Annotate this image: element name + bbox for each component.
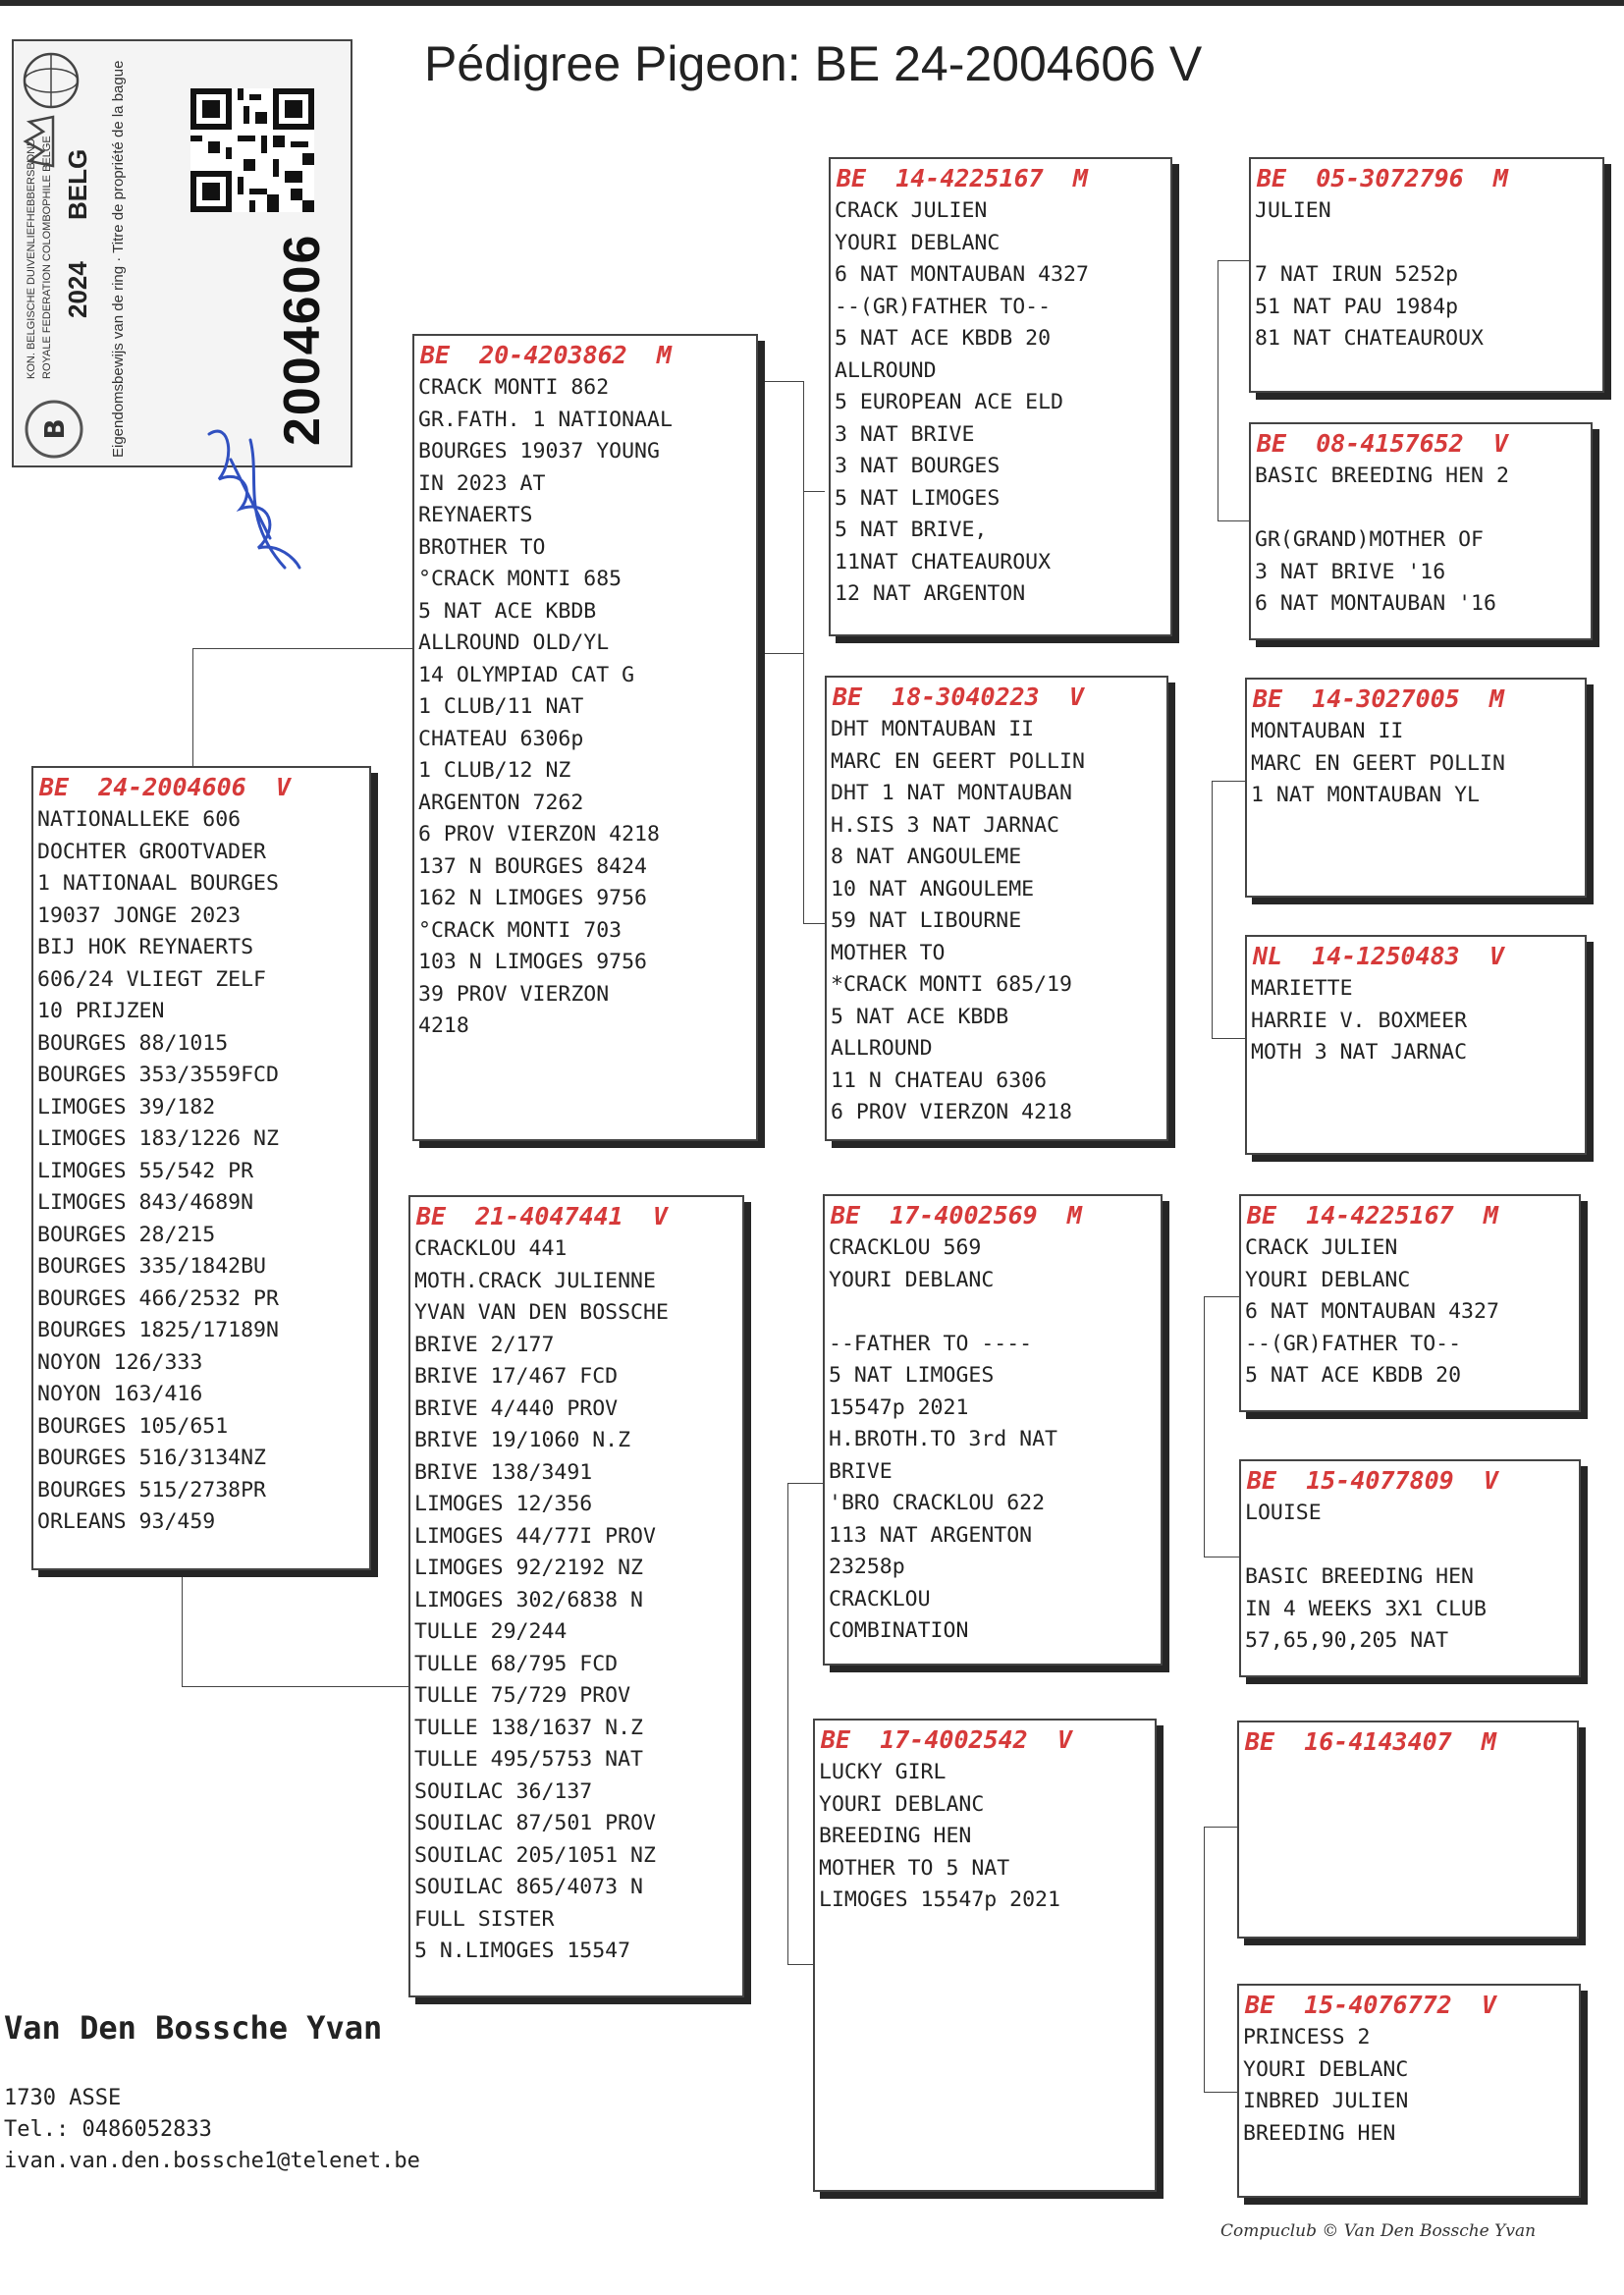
bird-info-line: 5 NAT BRIVE, (835, 518, 988, 542)
bird-info-line: 5 N.LIMOGES 15547 (414, 1939, 631, 1963)
ring-number-header: BE 20-4203862 M (420, 341, 672, 369)
bird-info-line: HARRIE V. BOXMEER (1251, 1008, 1468, 1033)
bird-info-line: 4218 (418, 1013, 469, 1038)
owner-phone: Tel.: 0486052833 (4, 2117, 212, 2142)
bird-card-mmm (1237, 1984, 1581, 2198)
bird-info-line: BOURGES 88/1015 (37, 1030, 229, 1056)
bird-info-line: 113 NAT ARGENTON (829, 1522, 1033, 1548)
bird-info-line: °CRACK MONTI 685 (418, 567, 623, 591)
bird-info-line: 10 PRIJZEN (37, 999, 165, 1023)
bird-info-line: MARC EN GEERT POLLIN (831, 748, 1085, 774)
connector-line (757, 381, 804, 654)
ring-number-header: NL 14-1250483 V (1253, 942, 1504, 970)
connector-line (1204, 2092, 1237, 2093)
bird-info-line: FULL SISTER (414, 1906, 555, 1932)
bird-info-line: SOUILAC 36/137 (414, 1778, 593, 1804)
bird-info-line: LIMOGES 843/4689N (37, 1190, 254, 1215)
bird-info-line: SOUILAC 865/4073 N (414, 1875, 643, 1899)
bird-info-line: MARIETTE (1251, 976, 1353, 1001)
federation-name-nl: KON. BELGISCHE DUIVENLIEFHEBBERSBOND (26, 137, 37, 379)
bird-info-line: NATIONALLEKE 606 (37, 807, 242, 832)
bird-info-line: BRIVE 138/3491 (414, 1459, 593, 1485)
bird-info-line: ALLROUND OLD/YL (418, 630, 610, 655)
connector-line (1212, 781, 1245, 782)
bird-info-line: 3 NAT BRIVE (835, 421, 975, 447)
bird-info-line: YOURI DEBLANC (829, 1267, 995, 1292)
bird-info-line: YOURI DEBLANC (1245, 1267, 1411, 1292)
owner-address: 1730 ASSE (4, 2086, 122, 2110)
owner-email: ivan.van.den.bossche1@telenet.be (4, 2149, 420, 2173)
bird-info-line: 6 NAT MONTAUBAN '16 (1255, 591, 1496, 616)
bird-info-line: BOURGES 19037 YOUNG (418, 439, 660, 464)
bird-info-line: YVAN VAN DEN BOSSCHE (414, 1300, 669, 1325)
connector-line (1212, 1038, 1245, 1039)
ring-number-header: BE 17-4002569 M (831, 1201, 1082, 1229)
connector-line (1204, 1296, 1205, 1557)
bird-card-ffm (1249, 422, 1593, 640)
bird-info-line: LIMOGES 302/6838 N (414, 1587, 643, 1612)
bird-card-fmf (1245, 678, 1587, 898)
bird-info-line: *CRACK MONTI 685/19 (831, 972, 1072, 997)
ring-number-header: BE 05-3072796 M (1257, 164, 1508, 192)
bird-info-line: BREEDING HEN (819, 1824, 972, 1848)
bird-info-line: H.SIS 3 NAT JARNAC (831, 812, 1059, 838)
bird-info-line: 6 PROV VIERZON 4218 (418, 822, 660, 847)
bird-info-line: 6 NAT MONTAUBAN 4327 (1245, 1299, 1499, 1324)
bird-info-line: BREEDING HEN (1243, 2120, 1396, 2146)
bird-info-line: 1 CLUB/12 NZ (418, 758, 571, 783)
bird-info-line: BOURGES 335/1842BU (37, 1254, 266, 1279)
federation-logo-icon (20, 395, 88, 464)
bird-info-line: ORLEANS 93/459 (37, 1509, 216, 1534)
bird-info-line: 5 NAT LIMOGES (829, 1363, 995, 1388)
bird-info-line: 15547p 2021 (829, 1394, 969, 1420)
qr-code-icon (190, 88, 314, 212)
bird-info-line (1251, 228, 1602, 260)
bird-info-line: YOURI DEBLANC (819, 1791, 985, 1817)
bird-info-line: CRACKLOU 569 (829, 1235, 982, 1260)
bird-info-line: GR.FATH. 1 NATIONAAL (418, 407, 673, 432)
bird-info-line: 1 NATIONAAL BOURGES (37, 871, 279, 896)
bird-info-line: SOUILAC 87/501 PROV (414, 1811, 656, 1835)
bird-info-line: INBRED JULIEN (1243, 2089, 1409, 2113)
owner-name: Van Den Bossche Yvan (4, 2009, 383, 2047)
bird-info-line: NOYON 126/333 (37, 1349, 203, 1375)
bird-info-line: 14 OLYMPIAD CAT G (418, 662, 635, 687)
bird-info-line: 10 NAT ANGOULEME (831, 876, 1035, 902)
connector-line (1204, 1296, 1239, 1297)
bird-info-line: IN 2023 AT (418, 470, 546, 496)
connector-line (1212, 781, 1213, 1038)
bird-info-line: MONTAUBAN II (1251, 719, 1404, 743)
bird-card-fmm (1245, 935, 1587, 1155)
bird-info-line (1241, 1530, 1579, 1562)
bird-info-line: LIMOGES 44/77I PROV (414, 1523, 656, 1549)
bird-info-line: 1 CLUB/11 NAT (418, 694, 584, 719)
bird-card-father-dam (825, 676, 1168, 1141)
signature (201, 420, 309, 577)
bird-info-line: 8 NAT ANGOULEME (831, 845, 1022, 869)
bird-info-line: 23258p (829, 1555, 905, 1579)
bird-info-line: SOUILAC 205/1051 NZ (414, 1842, 656, 1868)
bird-info-line: 12 NAT ARGENTON (835, 581, 1026, 606)
bird-info-line: MARC EN GEERT POLLIN (1251, 750, 1505, 776)
bird-info-line: BRIVE 19/1060 N.Z (414, 1428, 631, 1452)
bird-info-line: 5 NAT ACE KBDB (831, 1004, 1009, 1029)
bird-info-line: 19037 JONGE 2023 (37, 902, 242, 928)
ring-number-header: BE 24-2004606 V (39, 773, 291, 801)
bird-card-fff (1249, 157, 1604, 393)
bird-info-line: ARGENTON 7262 (418, 790, 584, 815)
bird-info-line: LIMOGES 15547p 2021 (819, 1887, 1060, 1912)
ring-number-header: BE 21-4047441 V (416, 1202, 668, 1230)
ring-number-header: BE 16-4143407 M (1245, 1727, 1496, 1756)
bird-info-line: BOURGES 105/651 (37, 1413, 229, 1439)
ring-year: 2024 (63, 261, 92, 318)
bird-info-line: 162 N LIMOGES 9756 (418, 886, 647, 910)
bird-card-subject (31, 766, 371, 1570)
bird-info-line: CRACKLOU 441 (414, 1236, 568, 1261)
bird-info-line: TULLE 75/729 PROV (414, 1683, 631, 1708)
bird-info-line: BOURGES 466/2532 PR (37, 1285, 279, 1311)
bird-info-line: 57,65,90,205 NAT (1245, 1628, 1449, 1653)
bird-info-line: LOUISE (1245, 1501, 1322, 1525)
bird-card-mmf (1237, 1721, 1579, 1939)
bird-info-line: DHT 1 NAT MONTAUBAN (831, 781, 1072, 805)
connector-line (1218, 520, 1249, 521)
bird-info-line: CRACK JULIEN (1245, 1235, 1398, 1260)
bird-info-line: H.BROTH.TO 3rd NAT (829, 1427, 1057, 1451)
connector-line (803, 491, 825, 492)
bird-info-line: BRIVE 4/440 PROV (414, 1395, 619, 1421)
federation-name-fr: ROYALE FEDERATION COLOMBOPHILE BELGE (41, 136, 53, 379)
bird-card-mother (408, 1195, 744, 1997)
bird-info-line: BASIC BREEDING HEN 2 (1255, 464, 1509, 488)
bird-info-line: COMBINATION (829, 1618, 969, 1643)
connector-line (787, 1964, 813, 1965)
crown-icon (20, 112, 59, 171)
bird-info-line: --(GR)FATHER TO-- (1245, 1331, 1462, 1356)
bird-info-line: 5 NAT LIMOGES (835, 485, 1001, 511)
bird-info-line: BOURGES 516/3134NZ (37, 1446, 266, 1470)
connector-line (1218, 260, 1249, 261)
bird-info-line: 59 NAT LIBOURNE (831, 908, 1022, 933)
bird-info-line: 5 EUROPEAN ACE ELD (835, 390, 1063, 414)
bird-info-line: °CRACK MONTI 703 (418, 917, 623, 943)
bird-info-line: PRINCESS 2 (1243, 2025, 1371, 2049)
bird-info-line: 3 NAT BOURGES (835, 454, 1001, 478)
bird-info-line: LUCKY GIRL (819, 1760, 947, 1784)
bird-info-line: BROTHER TO (418, 534, 546, 560)
bird-info-line: ALLROUND (835, 357, 937, 383)
bird-info-line: 11NAT CHATEAUROUX (835, 549, 1052, 574)
bird-info-line: REYNAERTS (418, 503, 533, 527)
bird-info-line: 606/24 VLIEGT ZELF (37, 966, 266, 992)
ring-number-header: BE 15-4076772 V (1245, 1991, 1496, 2019)
bird-info-line: CRACK MONTI 862 (418, 375, 610, 400)
bird-info-line: 6 PROV VIERZON 4218 (831, 1100, 1072, 1124)
ring-number-header: BE 17-4002542 V (821, 1725, 1072, 1754)
bird-info-line: DHT MONTAUBAN II (831, 717, 1035, 741)
bird-card-father-sire (829, 157, 1172, 636)
bird-card-mff (1239, 1194, 1581, 1412)
bird-info-line: YOURI DEBLANC (835, 230, 1001, 255)
bird-info-line: BOURGES 28/215 (37, 1222, 216, 1247)
bird-info-line: MOTHER TO (831, 940, 946, 965)
bird-info-line: 103 N LIMOGES 9756 (418, 950, 647, 974)
connector-line (803, 381, 804, 923)
bird-info-line: 3 NAT BRIVE '16 (1255, 559, 1446, 584)
bird-info-line: BIJ HOK REYNAERTS (37, 935, 254, 959)
bird-info-line: --FATHER TO ---- (829, 1331, 1033, 1356)
bird-info-line: TULLE 495/5753 NAT (414, 1747, 643, 1772)
bird-info-line: BOURGES 515/2738PR (37, 1477, 266, 1503)
bird-info-line: NOYON 163/416 (37, 1382, 203, 1406)
bird-info-line (825, 1296, 1161, 1329)
bird-info-line: 5 NAT ACE KBDB 20 (1245, 1363, 1462, 1388)
connector-line (803, 923, 825, 924)
bird-info-line: BRIVE (829, 1458, 893, 1484)
bird-info-line: 5 NAT ACE KBDB (418, 598, 597, 624)
bird-info-line: LIMOGES 12/356 (414, 1492, 593, 1516)
connector-line (1204, 1827, 1237, 1828)
globe-icon (20, 49, 82, 112)
svg-text:B: B (38, 418, 71, 440)
bird-info-line: TULLE 68/795 FCD (414, 1651, 619, 1676)
top-edge-bar (0, 0, 1624, 6)
bird-info-line: 6 NAT MONTAUBAN 4327 (835, 262, 1089, 287)
bird-info-line: 7 NAT IRUN 5252p (1255, 262, 1459, 287)
bird-info-line: TULLE 29/244 (414, 1619, 568, 1644)
ring-number-header: BE 14-4225167 M (837, 164, 1088, 192)
bird-info-line: BOURGES 353/3559FCD (37, 1063, 279, 1087)
bird-info-line: TULLE 138/1637 N.Z (414, 1715, 643, 1740)
bird-info-line: GR(GRAND)MOTHER OF (1255, 527, 1484, 552)
bird-card-mother-sire (823, 1194, 1163, 1666)
bird-info-line: MOTH.CRACK JULIENNE (414, 1268, 656, 1293)
ring-number-header: BE 15-4077809 V (1247, 1466, 1498, 1495)
bird-info-line: 11 N CHATEAU 6306 (831, 1067, 1048, 1093)
bird-info-line: LIMOGES 39/182 (37, 1094, 216, 1120)
ring-number-header: BE 14-4225167 M (1247, 1201, 1498, 1229)
bird-info-line: 5 NAT ACE KBDB 20 (835, 326, 1052, 351)
bird-card-mother-dam (813, 1719, 1157, 2192)
bird-info-line (1251, 493, 1591, 525)
bird-info-line: YOURI DEBLANC (1243, 2056, 1409, 2082)
bird-info-line: JULIEN (1255, 198, 1331, 223)
bird-info-line: LIMOGES 183/1226 NZ (37, 1126, 279, 1151)
connector-line (787, 1483, 823, 1484)
bird-info-line: --(GR)FATHER TO-- (835, 294, 1052, 319)
ring-card (12, 39, 352, 467)
bird-info-line: MOTH 3 NAT JARNAC (1251, 1040, 1468, 1065)
connector-line (182, 1566, 412, 1687)
bird-info-line: BOURGES 1825/17189N (37, 1318, 279, 1342)
ring-country: BELG (63, 148, 92, 220)
bird-info-line: IN 4 WEEKS 3X1 CLUB (1245, 1596, 1487, 1621)
bird-info-line: LIMOGES 55/542 PR (37, 1158, 254, 1183)
bird-card-father (412, 334, 758, 1141)
bird-info-line: DOCHTER GROOTVADER (37, 839, 266, 864)
bird-info-line: 1 NAT MONTAUBAN YL (1251, 783, 1480, 807)
bird-card-mfm (1239, 1459, 1581, 1677)
connector-line (1204, 1827, 1205, 2092)
ring-number-header: BE 08-4157652 V (1257, 429, 1508, 458)
bird-info-line: CRACK JULIEN (835, 198, 988, 223)
bird-info-line: 'BRO CRACKLOU 622 (829, 1491, 1046, 1515)
ring-number-header: BE 18-3040223 V (833, 683, 1084, 711)
ring-number-header: BE 14-3027005 M (1253, 684, 1504, 713)
bird-info-line: LIMOGES 92/2192 NZ (414, 1556, 643, 1580)
bird-info-line: 39 PROV VIERZON (418, 981, 610, 1007)
bird-info-line: CHATEAU 6306p (418, 726, 584, 751)
bird-info-line: 137 N BOURGES 8424 (418, 853, 647, 879)
connector-line (192, 648, 412, 777)
page-title: Pédigree Pigeon: BE 24-2004606 V (424, 36, 1203, 91)
bird-info-line: 81 NAT CHATEAUROUX (1255, 326, 1484, 351)
footer-credit: Compuclub © Van Den Bossche Yvan (1220, 2221, 1537, 2241)
bird-info-line: MOTHER TO 5 NAT (819, 1855, 1010, 1881)
bird-info-line: BRIVE 2/177 (414, 1332, 555, 1357)
connector-line (787, 1483, 788, 1964)
bird-info-line: BRIVE 17/467 FCD (414, 1364, 619, 1389)
bird-info-line: 51 NAT PAU 1984p (1255, 294, 1459, 319)
bird-info-line: BASIC BREEDING HEN (1245, 1564, 1474, 1589)
ownership-text: Eigendomsbewijs van de ring · Titre de propriété de la bague (110, 60, 127, 458)
bird-info-line: ALLROUND (831, 1036, 933, 1061)
ring-number: 2004606 (274, 233, 331, 446)
bird-info-line: CRACKLOU (829, 1586, 931, 1612)
